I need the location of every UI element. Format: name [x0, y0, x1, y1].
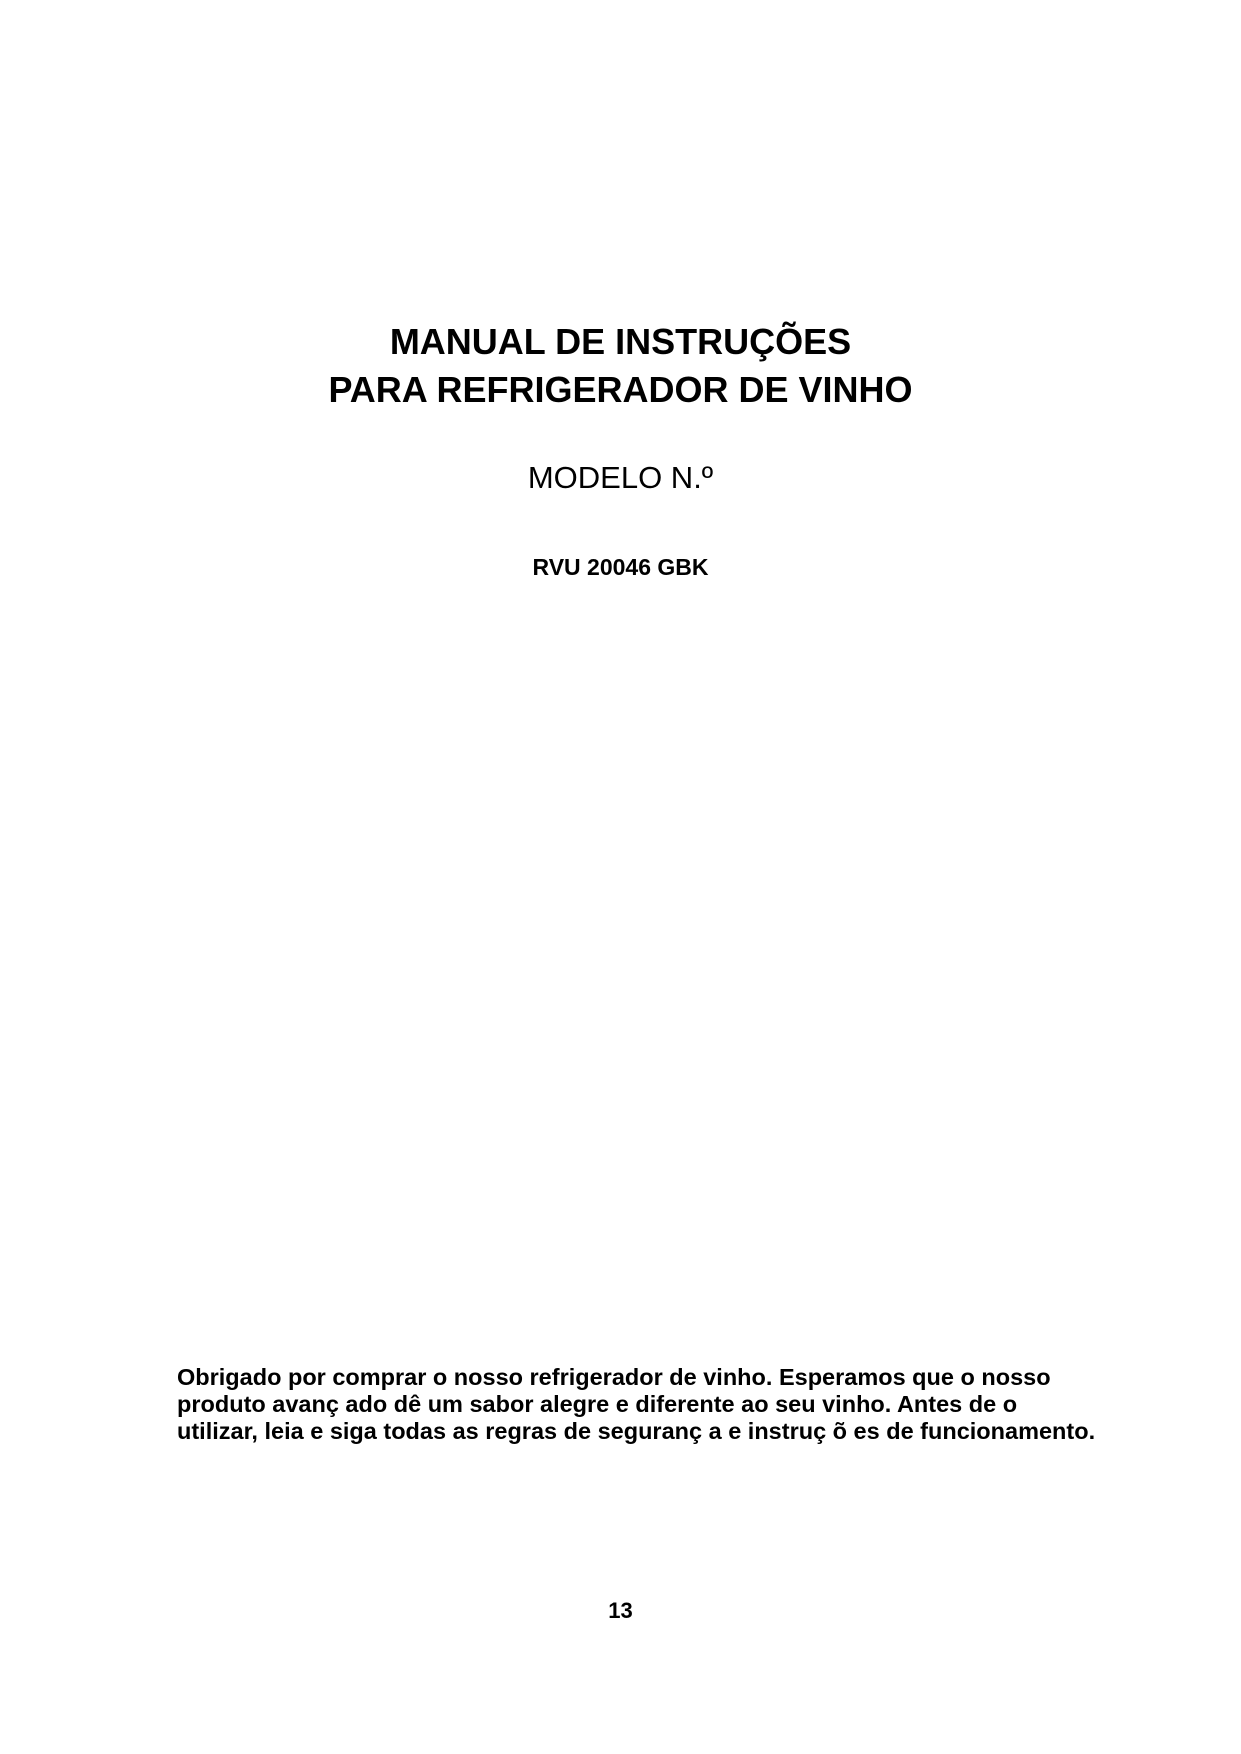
- model-label: MODELO N.º: [527, 460, 714, 495]
- model-number: RVU 20046 GBK: [532, 554, 709, 580]
- page-number: 13: [608, 1598, 633, 1623]
- intro-paragraph: [177, 1364, 1117, 1445]
- intro-line: produto avanç ado dê um sabor alegre e diferente ao seu vinho. Antes de o: [177, 1391, 1018, 1417]
- intro-line: Obrigado por comprar o nosso refrigerador de vinho. Esperamos que o nosso: [177, 1364, 1051, 1390]
- title-line-2: PARA REFRIGERADOR DE VINHO: [328, 369, 913, 410]
- intro-line: utilizar, leia e siga todas as regras de seguranç a e instruç õ es de funcionamento.: [177, 1418, 1096, 1444]
- manual-title: [0, 318, 1241, 414]
- title-line-1: MANUAL DE INSTRUÇÕES: [389, 321, 852, 362]
